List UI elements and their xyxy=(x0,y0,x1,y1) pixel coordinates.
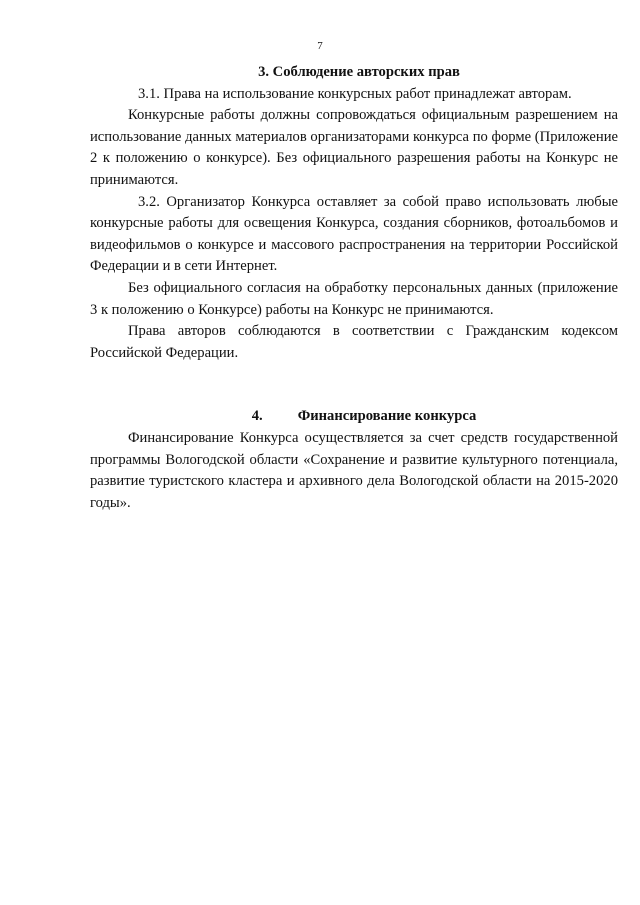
paragraph-3-2: 3.2. Организатор Конкурса оставляет за собой право использовать любые конкурсные работы для освещения Конкурса, создания сборников, фотоальбомов и видеофильмов о конкурсе и массового распространения на территории Российской Федерации и в сети Интернет. xyxy=(90,193,618,275)
section-4-heading xyxy=(90,406,618,428)
page-number: 7 xyxy=(317,40,323,52)
section-3-heading: 3. Соблюдение авторских прав xyxy=(258,64,460,80)
document-body xyxy=(90,62,618,514)
section-4-title: Финансирование конкурса xyxy=(297,408,477,425)
paragraph-civil-code: Права авторов соблюдаются в соответствии с Гражданским кодексом Российской Федерации. xyxy=(90,323,618,361)
paragraph-permission: Конкурсные работы должны сопровождаться официальным разрешением на использование данных материалов организаторами конкурса по форме (Приложение 2 к положению о конкурсе). Без официального разрешения работы на Конкурс не принимаются. xyxy=(90,107,618,188)
paragraph-financing: Финансирование Конкурса осуществляется за счет средств государственной программы Вологодской области «Сохранение и развитие культурного потенциала, развитие туристского кластера и архивного дела Вологодской области на 2015-2020 годы». xyxy=(90,429,618,511)
paragraph-3-1: 3.1. Права на использование конкурсных работ принадлежат авторам. xyxy=(138,85,572,102)
section-4-number: 4. xyxy=(251,408,263,425)
paragraph-personal-data: Без официального согласия на обработку персональных данных (приложение 3 к положению о Конкурсе) работы на Конкурс не принимаются. xyxy=(90,279,618,318)
